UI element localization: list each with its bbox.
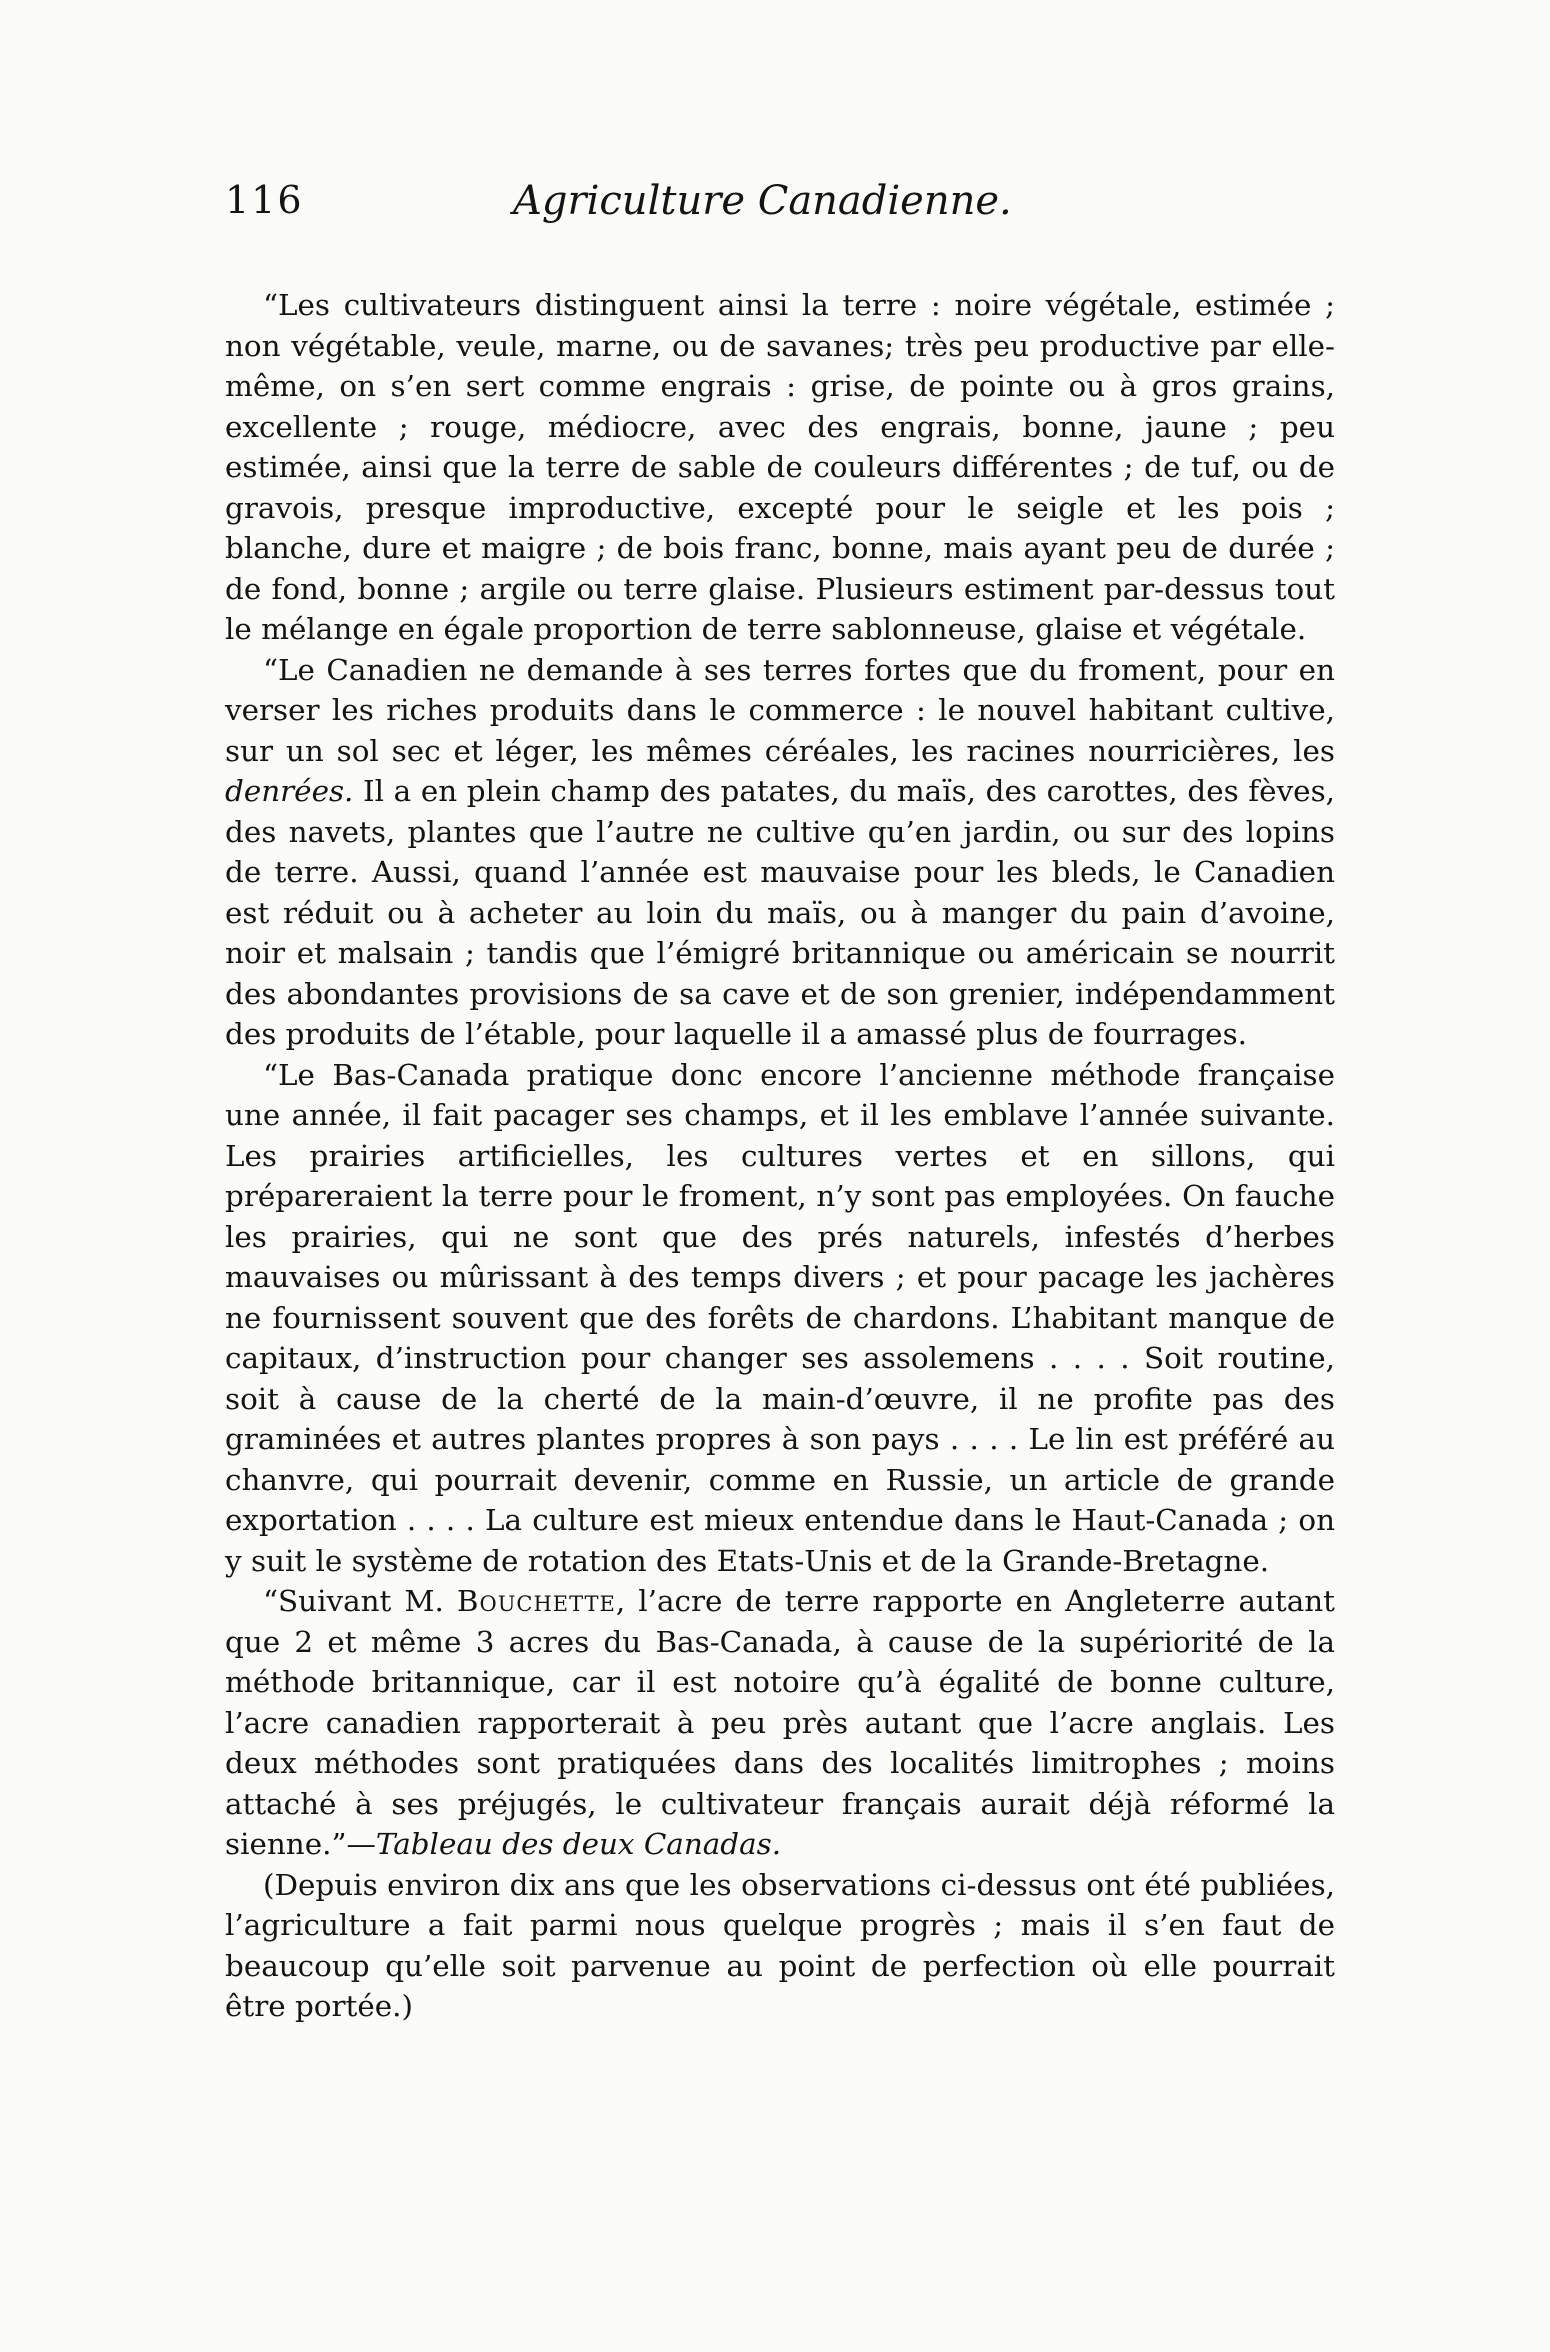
book-page — [225, 178, 1335, 2023]
paragraph-bouchette-part1: “Suivant M. — [263, 1584, 457, 1618]
page-header — [225, 178, 1335, 248]
paragraph-lower-canada-method: “Le Bas-Canada pratique donc encore l’ancienne méthode française une année, il fait pacager ses champs, et il les emblave l’année suivante. Les prairies artificielles, les cultures vertes et en sillons, qui prépareraient la terre pour le froment, n’y sont pas employées. On fauche les prairies, qui ne sont que des prés naturels, infestés d’herbes mauvaises ou mûrissant à des temps divers ; et pour pacage les jachères ne fournissent souvent que des forêts de chardons. L’habitant manque de capitaux, d’instruction pour changer ses assolemens . . . . Soit routine, soit à cause de la cherté de la main-d’œuvre, il ne profite pas des graminées et autres plantes propres à son pays . . . . Le lin est préféré au chanvre, qui pourrait devenir, comme en Russie, un article de grande exportation . . . . La culture est mieux entendue dans le Haut-Canada ; on y suit le système de rotation des Etats-Unis et de la Grande-Bretagne. — [225, 1057, 1335, 1578]
paragraph-canadian-crops-part1: “Le Canadien ne demande à ses terres fortes que du froment, pour en verser les riches produits dans le commerce : le nouvel habitant cultive, sur un sol sec et léger, les mêmes céréales, les racines nourricières, les — [225, 652, 1335, 768]
paragraph-soil-types: “Les cultivateurs distinguent ainsi la terre : noire végétale, estimée ; non végétable, veule, marne, ou de savanes; très peu productive par elle-même, on s’en sert comme engrais : grise, de pointe ou à gros grains, excellente ; rouge, médiocre, avec des engrais, bonne, jaune ; peu estimée, ainsi que la terre de sable de couleurs différentes ; de tuf, ou de gravois, presque improductive, excepté pour le seigle et les pois ; blanche, dure et maigre ; de bois franc, bonne, mais ayant peu de durée ; de fond, bonne ; argile ou terre glaise. Plusieurs estiment par-dessus tout le mélange en égale proportion de terre sablonneuse, glaise et végétale. — [225, 288, 1335, 646]
paragraph-canadian-crops — [225, 650, 1335, 1055]
paragraph-canadian-crops-part2: Il a en plein champ des patates, du maïs, des carottes, des fèves, des navets, plantes que l’autre ne cultive qu’en jardin, ou sur des lopins de terre. Aussi, quand l’année est mauvaise pour les bleds, le Canadien est réduit ou à acheter au loin du maïs, ou à manger du pain d’avoine, noir et malsain ; tandis que l’émigré britannique ou américain se nourrit des abondantes provisions de sa cave et de son grenier, indépendamment des produits de l’étable, pour laquelle il a amassé plus de fourrages. — [225, 774, 1335, 1051]
body-text — [225, 285, 1335, 2027]
paragraph-bouchette-quote — [225, 1581, 1335, 1865]
source-citation: Tableau des deux Canadas. — [375, 1827, 782, 1861]
paragraph-bouchette-part2: , l’acre de terre rapporte en Angleterre autant que 2 et même 3 acres du Bas-Canada, à cause de la supériorité de la méthode britannique, car il est notoire qu’à égalité de bonne culture, l’acre canadien rapporterait à peu près autant que l’acre anglais. Les deux méthodes sont pratiquées dans des localités limitrophes ; moins attaché à ses préjugés, le cultivateur français aurait déjà réformé la sienne.”— — [225, 1584, 1335, 1861]
paragraph-editor-note: (Depuis environ dix ans que les observations ci-dessus ont été publiées, l’agriculture a fait parmi nous quelque progrès ; mais il s’en faut de beaucoup qu’elle soit parvenue au point de perfection où elle pourrait être portée.) — [225, 1867, 1335, 2023]
denrees-emphasis: denrées. — [225, 774, 354, 808]
running-title: Agriculture Canadienne. — [513, 178, 1012, 224]
page-number: 116 — [225, 178, 304, 222]
bouchette-name: Bouchette — [456, 1584, 616, 1618]
